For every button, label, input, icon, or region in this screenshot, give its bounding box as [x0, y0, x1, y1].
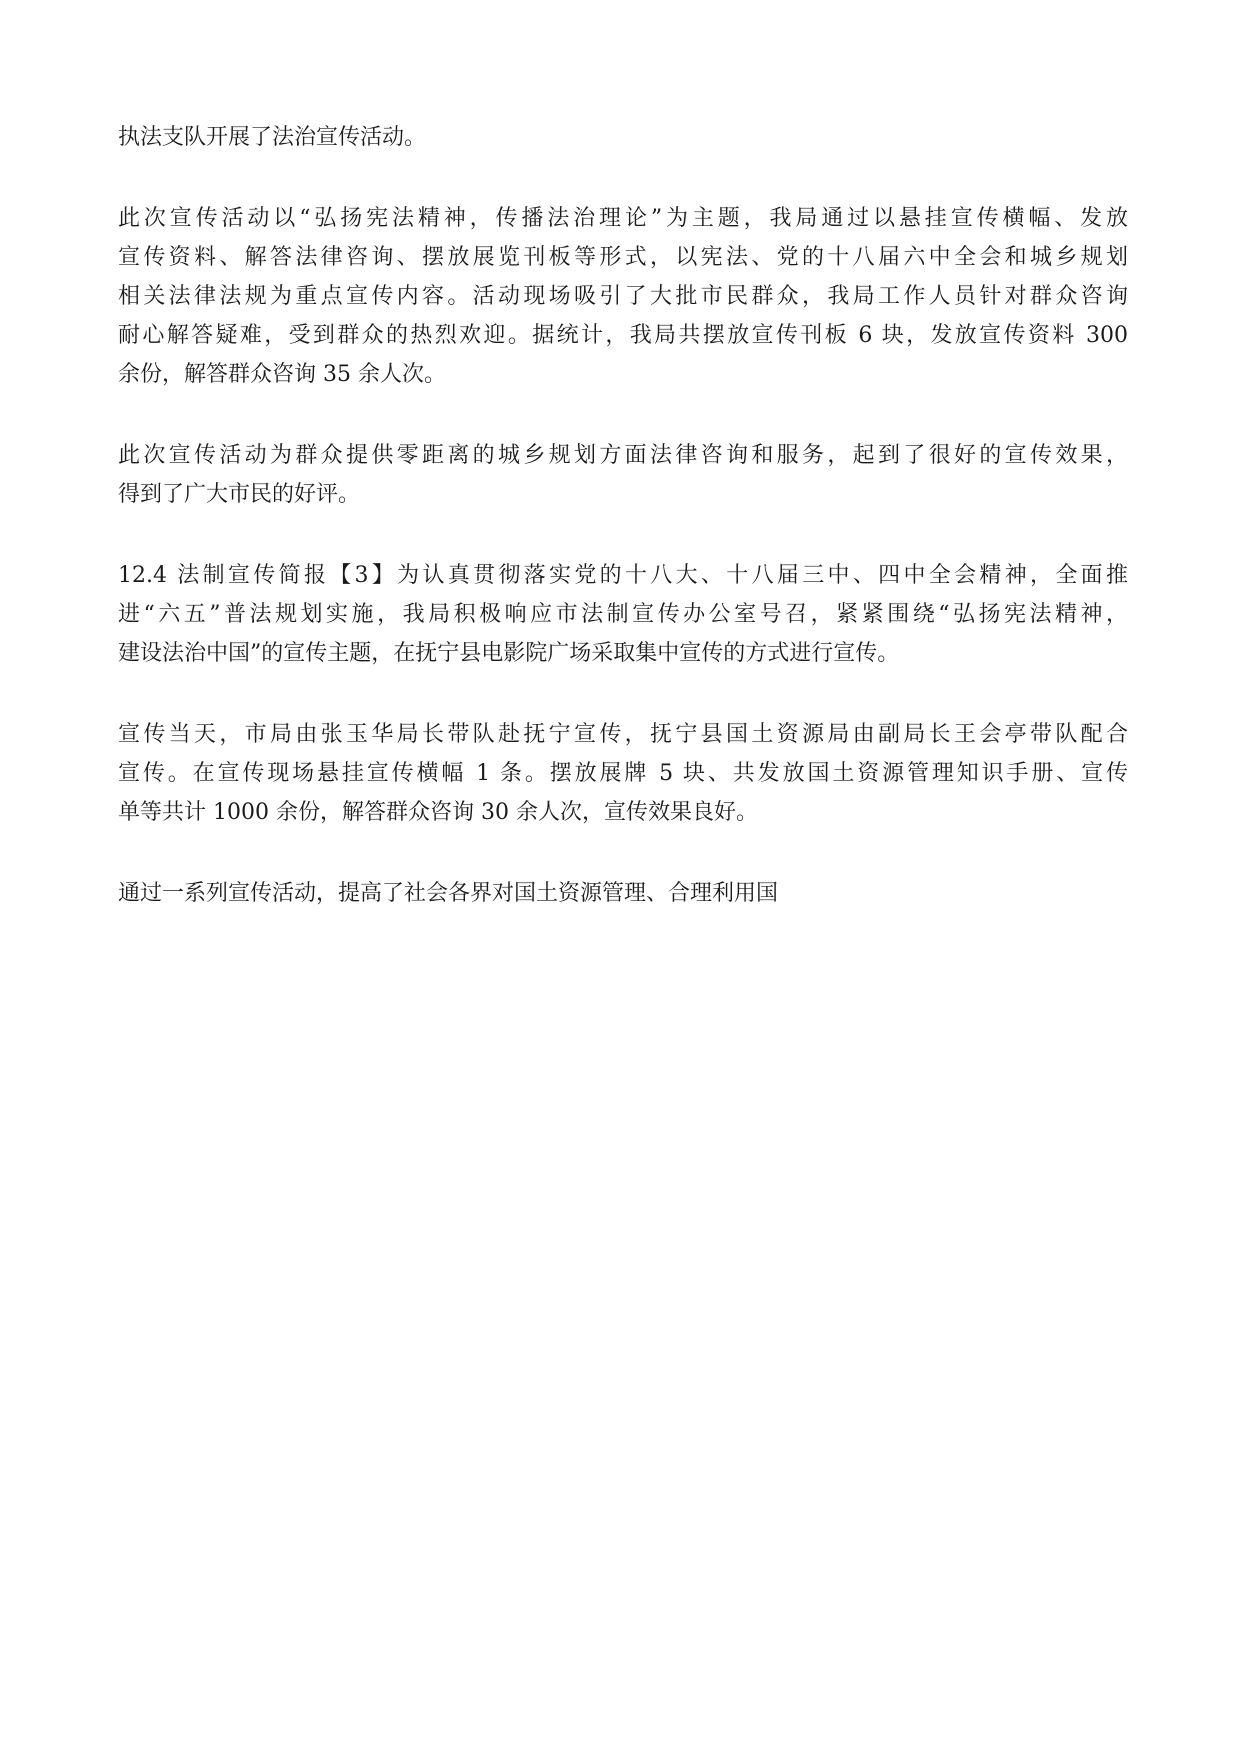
paragraph-1 — [118, 118, 1128, 157]
document-body — [118, 118, 1128, 955]
paragraph-line: 执法支队开展了法治宣传活动。 — [118, 125, 427, 150]
paragraph-line: 余份，解答群众咨询 35 余人次。 — [118, 362, 446, 387]
paragraph-5 — [118, 715, 1128, 832]
paragraph-line: 12.4 法制宣传简报【3】为认真贯彻落实党的十八大、十八届三中、四中全会精神，全面推 — [118, 563, 1128, 588]
paragraph-line: 通过一系列宣传活动，提高了社会各界对国土资源管理、合理利用国 — [118, 881, 779, 906]
paragraph-line: 此次宣传活动以“弘扬宪法精神，传播法治理论”为主题，我局通过以悬挂宣传横幅、发放 — [118, 206, 1128, 231]
paragraph-6 — [118, 874, 1128, 913]
paragraph-4 — [118, 556, 1128, 673]
paragraph-line: 建设法治中国”的宣传主题，在抚宁县电影院广场采取集中宣传的方式进行宣传。 — [118, 641, 900, 666]
paragraph-line: 单等共计 1000 余份，解答群众咨询 30 余人次，宣传效果良好。 — [118, 800, 758, 825]
paragraph-line: 相关法律法规为重点宣传内容。活动现场吸引了大批市民群众，我局工作人员针对群众咨询 — [118, 284, 1128, 309]
paragraph-line: 宣传当天，市局由张玉华局长带队赴抚宁宣传，抚宁县国土资源局由副局长王会亭带队配合 — [118, 722, 1128, 747]
paragraph-2 — [118, 199, 1128, 394]
paragraph-3 — [118, 436, 1128, 514]
paragraph-line: 此次宣传活动为群众提供零距离的城乡规划方面法律咨询和服务，起到了很好的宣传效果， — [118, 443, 1128, 468]
paragraph-line: 宣传。在宣传现场悬挂宣传横幅 1 条。摆放展牌 5 块、共发放国土资源管理知识手册、宣传 — [118, 761, 1128, 786]
paragraph-line: 得到了广大市民的好评。 — [118, 482, 361, 507]
paragraph-line: 耐心解答疑难，受到群众的热烈欢迎。据统计，我局共摆放宣传刊板 6 块，发放宣传资料 300 — [118, 323, 1128, 348]
paragraph-line: 进“六五”普法规划实施，我局积极响应市法制宣传办公室号召，紧紧围绕“弘扬宪法精神， — [118, 602, 1128, 627]
paragraph-line: 宣传资料、解答法律咨询、摆放展览刊板等形式，以宪法、党的十八届六中全会和城乡规划 — [118, 245, 1128, 270]
